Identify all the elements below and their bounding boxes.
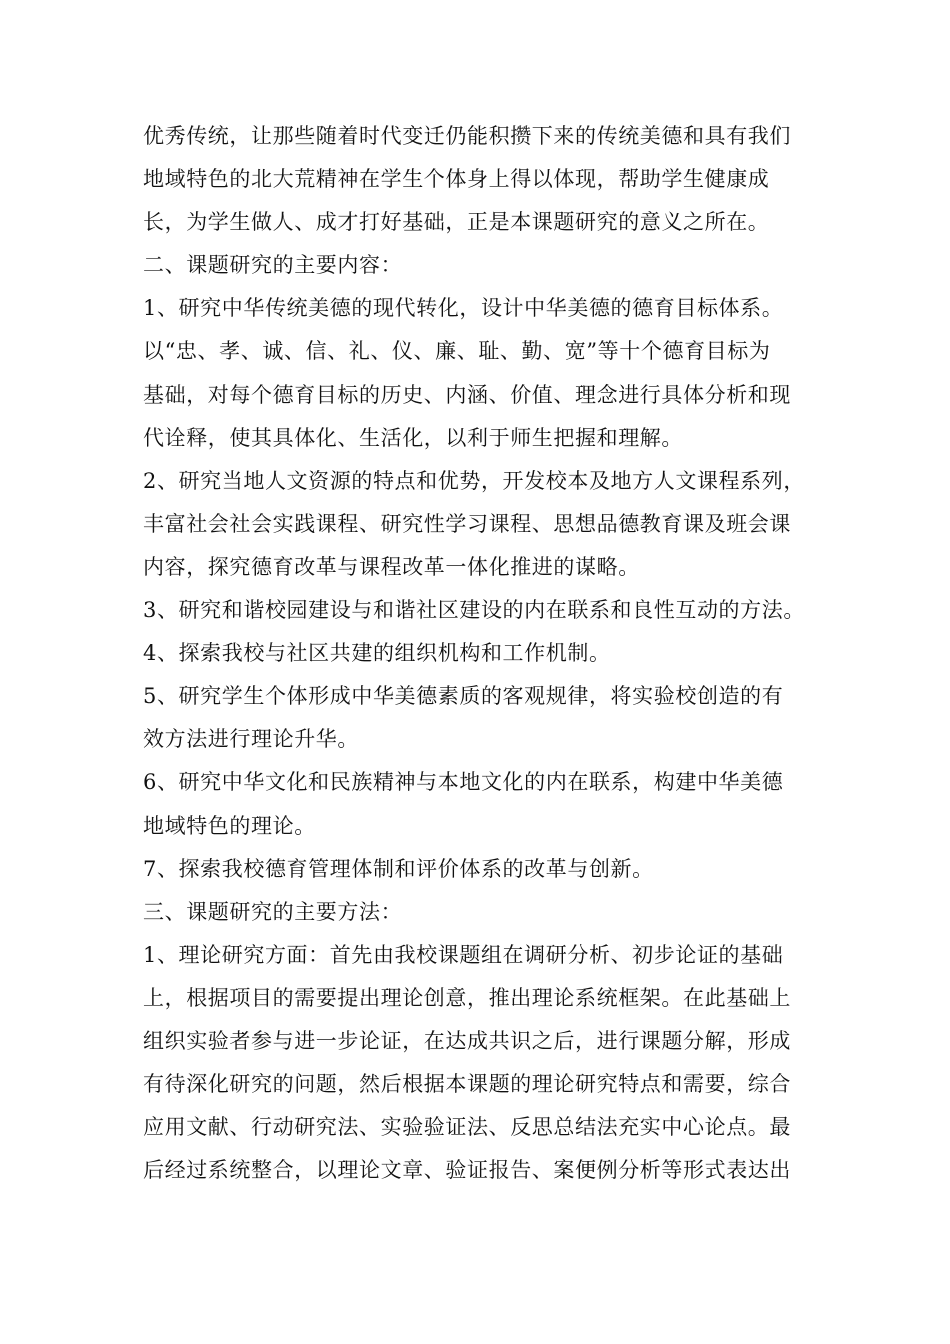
text-line: 组织实验者参与进一步论证，在达成共识之后，进行课题分解，形成 xyxy=(143,1028,791,1053)
text-line: 上，根据项目的需要提出理论创意，推出理论系统框架。在此基础上 xyxy=(143,985,791,1010)
text-line: 丰富社会社会实践课程、研究性学习课程、思想品德教育课及班会课 xyxy=(143,511,791,536)
text-line: 1、理论研究方面：首先由我校课题组在调研分析、初步论证的基础 xyxy=(143,942,784,967)
section-heading: 三、课题研究的主要方法： xyxy=(143,899,403,924)
text-line: 3、研究和谐校园建设与和谐社区建设的内在联系和良性互动的方法。 xyxy=(143,598,805,623)
text-line: 7、探索我校德育管理体制和评价体系的改革与创新。 xyxy=(143,856,654,881)
text-line: 有待深化研究的问题，然后根据本课题的理论研究特点和需要，综合 xyxy=(143,1072,791,1097)
text-line: 2、研究当地人文资源的特点和优势，开发校本及地方人文课程系列， xyxy=(143,468,805,493)
text-line: 应用文献、行动研究法、实验验证法、反思总结法充实中心论点。最 xyxy=(143,1115,791,1140)
text-line: 后经过系统整合，以理论文章、验证报告、案便例分析等形式表达出 xyxy=(143,1158,791,1183)
text-line: 内容，探究德育改革与课程改革一体化推进的谋略。 xyxy=(143,554,640,579)
document-body xyxy=(143,115,808,1192)
text-line: 长，为学生做人、成才打好基础，正是本课题研究的意义之所在。 xyxy=(143,210,770,235)
text-line: 5、研究学生个体形成中华美德素质的客观规律，将实验校创造的有 xyxy=(143,684,784,709)
text-line: 6、研究中华文化和民族精神与本地文化的内在联系，构建中华美德 xyxy=(143,770,784,795)
text-line: 优秀传统，让那些随着时代变迁仍能积攒下来的传统美德和具有我们 xyxy=(143,124,791,148)
text-line: 以“忠、孝、诚、信、礼、仪、廉、耻、勤、宽”等十个德育目标为 xyxy=(143,339,771,364)
text-line: 地域特色的北大荒精神在学生个体身上得以体现，帮助学生健康成 xyxy=(143,167,770,192)
text-line: 基础，对每个德育目标的历史、内涵、价值、理念进行具体分析和现 xyxy=(143,382,791,407)
section-heading: 二、课题研究的主要内容： xyxy=(143,253,403,278)
text-line: 4、探索我校与社区共建的组织机构和工作机制。 xyxy=(143,641,611,666)
text-line: 效方法进行理论升华。 xyxy=(143,727,359,752)
text-line: 地域特色的理论。 xyxy=(143,813,316,838)
text-line: 1、研究中华传统美德的现代转化，设计中华美德的德育目标体系。 xyxy=(143,296,784,321)
text-line: 代诠释，使其具体化、生活化，以利于师生把握和理解。 xyxy=(143,425,683,450)
